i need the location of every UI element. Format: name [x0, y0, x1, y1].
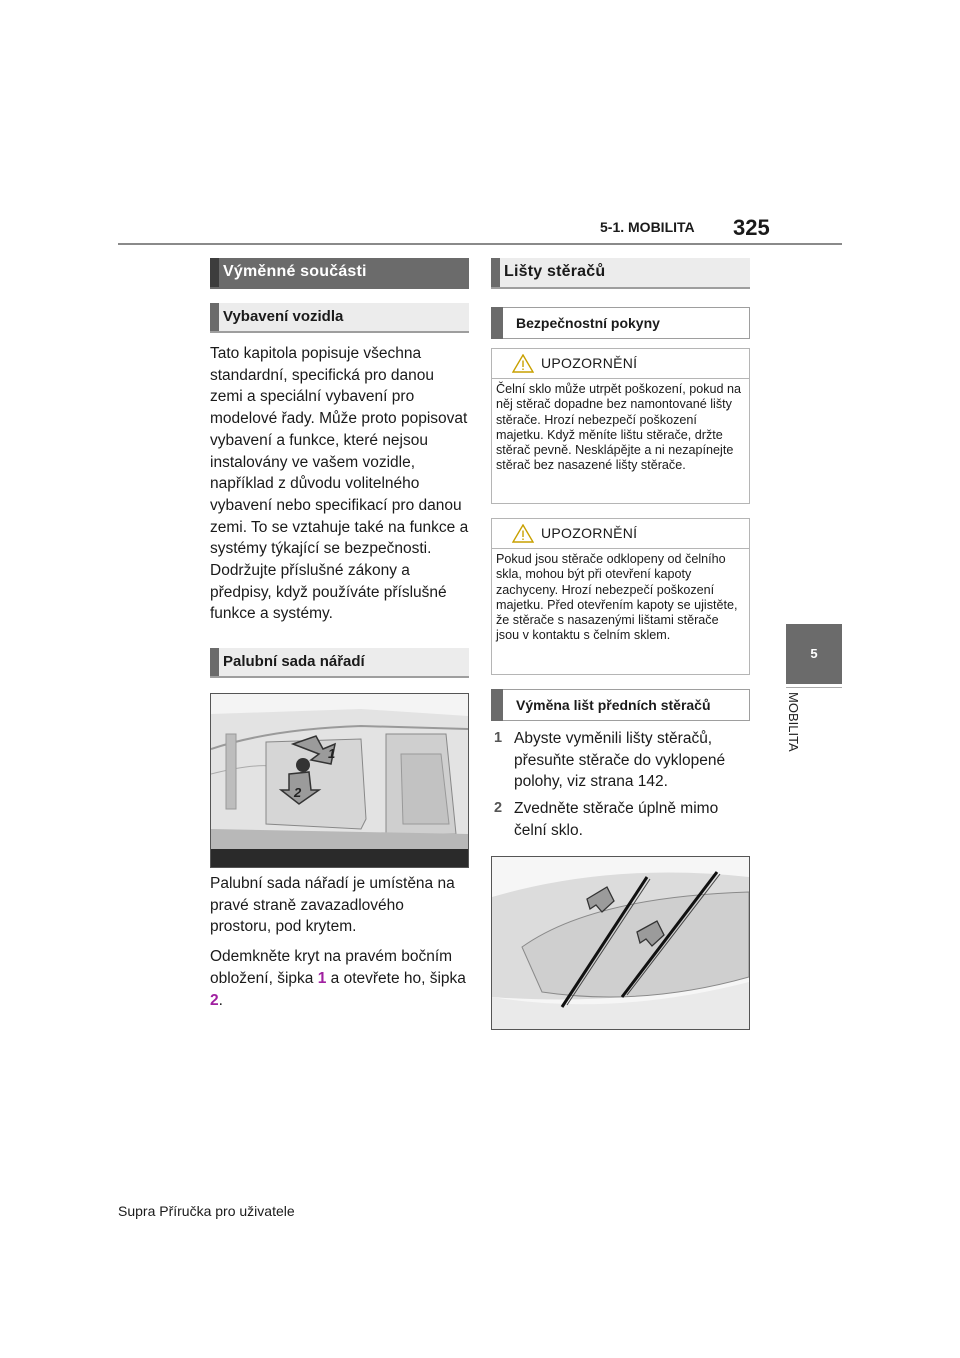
step-text: Zvedněte stěrače úplně mimo čelní sklo. [514, 800, 719, 839]
warning-icon [512, 354, 534, 373]
heading-safety-notes: Bezpečnostní pokyny [491, 307, 750, 339]
step-item [494, 798, 753, 842]
step-item [494, 728, 753, 794]
step-number: 2 [494, 800, 503, 816]
warning-title: UPOZORNĚNÍ [541, 355, 638, 371]
arrow-ref-2: 2 [210, 991, 219, 1009]
page-number: 325 [733, 215, 770, 240]
warning-text: Pokud jsou stěrače odklopeny od čelního skla, mohou být při otevření kapoty zachyceny. Hrozí nebezpečí poškození majetku. Před otevřením kapoty se ujistěte, že stěrače s nasazenými lištami stěrače jsou v kontaktu s čelním sklem. [496, 552, 738, 643]
warning-text: Čelní sklo může utrpět poškození, pokud na něj stěrač dopadne bez namontované lišty stěrače. Hrozí nebezpečí poškození majetku. Když měníte lištu stěrače, držte stěrač pevně. Nesklápějte a ni nezapínejte stěrač bez nasazené lišty stěrače. [496, 382, 742, 473]
footer-text: Supra Příručka pro uživatele [118, 1203, 295, 1219]
chapter-number: 5 [810, 646, 818, 661]
trunk-figure [210, 693, 469, 868]
heading-replaceable-parts: Výměnné součásti [210, 258, 469, 289]
section-title: 5-1. MOBILITA [600, 219, 695, 235]
warning-title: UPOZORNĚNÍ [541, 525, 638, 541]
warning-box-1 [491, 348, 750, 504]
tool-kit-text: Palubní sada nářadí je umístěna na pravé straně zavazadlového prostoru, pod krytem. Odemkněte kryt na pravém bočním obložení, šipka 1 a otevřete ho, šipka 2. [210, 875, 466, 1009]
heading-tool-kit: Palubní sada nářadí [210, 648, 469, 678]
figure-label-1: 1 [328, 746, 336, 761]
trunk-illustration [211, 694, 468, 867]
heading-vehicle-equipment: Vybavení vozidla [210, 303, 469, 333]
heading-replace-front-wipers: Výměna lišt předních stěračů [491, 689, 750, 721]
step-text: Abyste vyměnili lišty stěračů, přesuňte stěrače do vyklopené polohy, viz strana 142. [514, 730, 726, 791]
arrow-ref-1: 1 [317, 969, 327, 987]
chapter-tab[interactable] [786, 624, 842, 684]
vehicle-equipment-text: Tato kapitola popisuje všechna standardní, specifická pro danou zemi a speciální vybavení pro modelové řady. Může proto popisovat vybavení a funkce, které nejsou instalovány ve vašem vozidle, například z důvodu volitelného vybavení nebo specifikací pro danou zemi. To se vztahuje také na funkce a systémy týkající se bezpečnosti. Dodržujte příslušné zákony a předpisy, když používáte příslušné funkce a systémy. [210, 345, 469, 623]
warning-box-2 [491, 518, 750, 675]
heading-wiper-blades: Lišty stěračů [491, 258, 750, 289]
windshield-illustration [492, 857, 749, 1029]
wiper-figure [491, 856, 750, 1030]
chapter-label: MOBILITA [786, 692, 801, 752]
warning-icon [512, 524, 534, 543]
step-number: 1 [494, 730, 503, 746]
side-divider [786, 687, 842, 688]
figure-label-2: 2 [294, 785, 302, 800]
header-divider [118, 243, 842, 245]
